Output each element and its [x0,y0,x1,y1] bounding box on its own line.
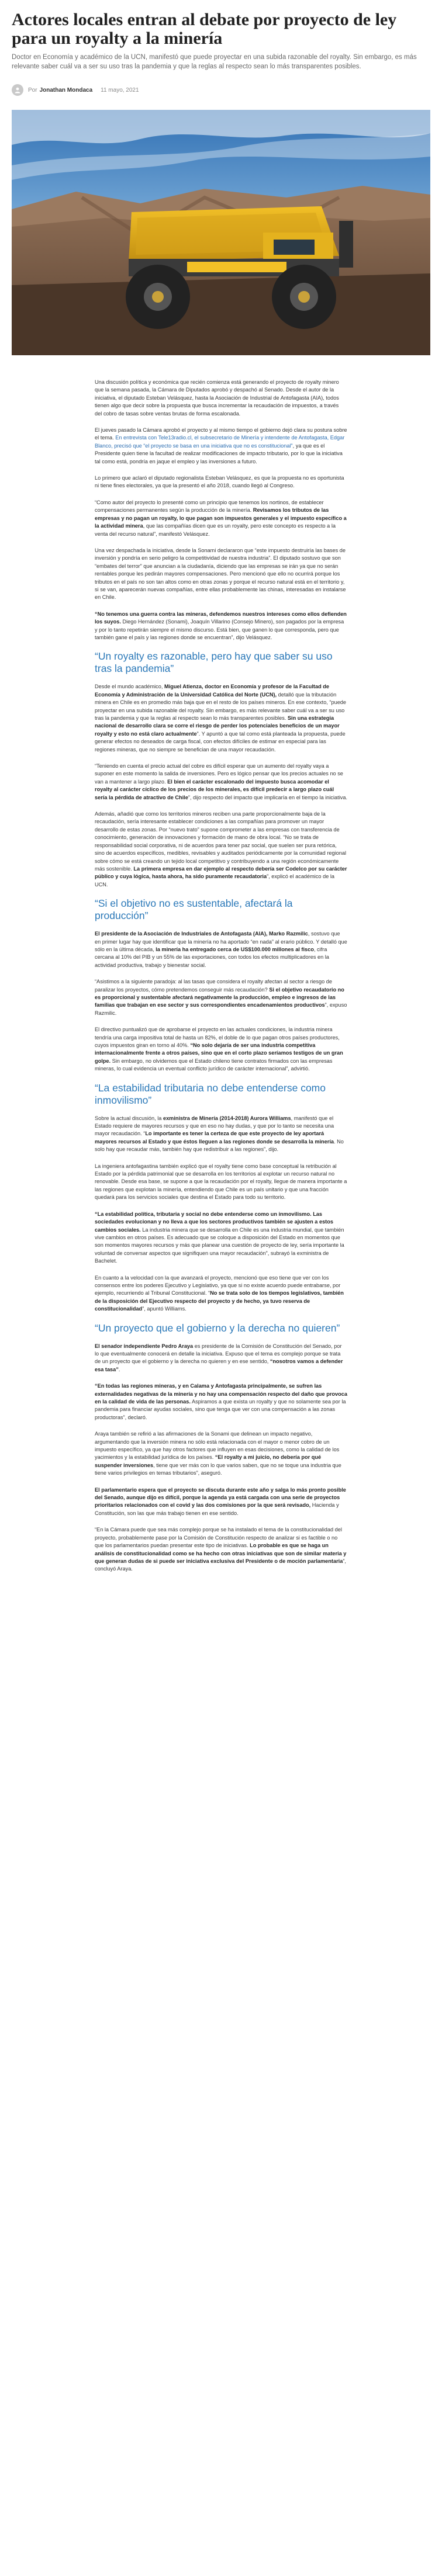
paragraph: Una discusión política y económica que recién comienza está generando el proyecto de royalty minero que la semana pasada, la Cámara de Diputados aprobó y despachó al Senado. Desde el autor de la iniciativa, el diputado Esteban Velásquez, hasta la Asociación de Industrial de Antofagasta (AIA), todos tienen algo que decir sobre la propuesta que busca incrementar la recaudación de impuestos, a través del cobro de tasas sobre ventas brutas de forma escalonada. [95,379,339,417]
paragraph: El parlamentario espera que el proyecto se discuta durante este año y salga lo más pronto posible del Senado, aunque dijo es difícil, porque la agenda ya está cargada con una serie de proyectos prioritarios relacionados con el covid y las dos comisiones por la que será revisado, Hacienda y Constitución, son las que más trabajo tienen en ese sentido. [95,1486,346,1516]
paragraph: El senador independiente Pedro Araya es presidente de la Comisión de Constitución del Senado, por lo que eventualmente conocerá en detalle la iniciativa. Expuso que el tema es complejo porque se trata de un proyecto que el gobierno y la derecha no quieren y en ese sentido, “nosotros vamos a defender esa tasa”. [95,1343,343,1372]
paragraph: “En todas las regiones mineras, y en Calama y Antofagasta principalmente, se sufren las externalidades negativas de la minería y no hay una compensación respecto del daño que provoca en la calidad de vida de las personas. Aspiramos a que exista un royalty y que no solamente sea por la pandemia para financiar ayudas sociales, sino que tenga que ver con una compensación a las zonas productoras”, declaró. [95,1383,347,1420]
author-link[interactable]: Jonathan Mondaca [39,86,93,93]
paragraph: Sobre la actual discusión, la exministra de Minería (2014-2018) Aurora Williams, manifestó que el Estado requiere de mayores recursos y que en eso no hay dudas, y que por lo tanto se necesita una mayor recaudación. “Lo importante es tener la certeza de que este proyecto de ley aportará mayores recursos al Estado y que éstos lleguen a las regiones donde se desarrolla la minería. No solo hay que recaudar más, también hay que redistribuir a las regiones”, dijo. [95,1115,344,1153]
article-header [0,0,442,97]
publish-date: 11 mayo, 2021 [101,86,139,93]
paragraph: “Como autor del proyecto lo presenté como un principio que tenemos los nortinos, de establecer compensaciones permanentes según la producción de la minería. Revisamos los tributos de las empresas y no pagan un royalty, lo que pagan son impuestos generales y el impuesto específico a la actividad minera, que las compañías dicen que es un royalty, pero este concepto es respecto a la venta del recurso natural”, manifestó Velásquez. [95,499,347,537]
user-icon [14,86,21,93]
byline [12,83,430,97]
byline-prefix: Por [28,86,37,93]
paragraph: “En la Cámara puede que sea más complejo porque se ha instalado el tema de la constitucionalidad del proyecto, probablemente pase por la Comisión de Constitución respecto de analizar si es factible o no que los parlamentarios puedan presentar este tipo de iniciativas. Lo probable es que se haga un análisis de constitucionalidad como se ha hecho con otras iniciativas que son de similar materia y que generan dudas de si puede ser iniciativa exclusiva del Presidente o de moción parlamentaria”, concluyó Araya. [95,1527,347,1572]
paragraph: Una vez despachada la iniciativa, desde la Sonami declararon que “este impuesto destruiría las bases de inversión y pondría en serio peligro la competitividad de nuestra industria”. El diputado sostuvo que son “embates del terror” que anuncian a la ciudadanía, diciendo que las empresas se irán ya que no serán rentables porque les pedirán mayores compensaciones. Pero mencionó que ello no ocurrirá porque los tributos en el país no son tan altos como en otras zonas y porque el recurso natural está en el territorio y, si se van, aparecerán nuevas compañías, entre ellas probablemente las chinas, interesadas en instalarse en Chile. [95,547,346,601]
section-heading: “Si el objetivo no es sustentable, afectará la producción” [95,897,293,922]
article-body [95,379,347,1573]
paragraph: El jueves pasado la Cámara aprobó el proyecto y al mismo tiempo el gobierno dejó clara su postura sobre el tema. En entrevista con Tele13radio.cl, el subsecretario de Minería y intendente de Antofagasta, Edgar Blanco, precisó que “el proyecto se basa en una iniciativa que no es constitucional”, ya que es el Presidente quien tiene la facultad de realizar modificaciones de impacto tributario, por lo que la iniciativa tal como está, pondría en jaque el empleo y las inversiones a futuro. [95,427,347,464]
paragraph: “La estabilidad política, tributaria y social no debe entenderse como un inmovilismo. Las sociedades evolucionan y no lleva a que los sectores productivos también se ajusten a estos cambios sociales. La industria minera que se desarrolla en Chile es una industria mundial, que también vive cambios en otros países. Es adecuado que se coloque a disposición del Estado en momentos que son momentos mayores recursos y más que planear una cuestión de proyecto de ley, sería importante la voluntad de conversar aspectos que signifiquen una mayor recaudación”, subrayó la exministra de Bachelet. [95,1211,344,1264]
paragraph: “Teniendo en cuenta el precio actual del cobre es difícil esperar que un aumento del royalty vaya a suponer en este momento la salida de inversiones. Pero es lógico pensar que los precios actuales no se van a mantener a largo plazo. El bien el carácter escalonado del impuesto busca acomodar el royalty al carácter cíclico de los precios de los minerales, es difícil predecir a largo plazo cuál sería la pérdida de atractivo de Chile”, dijo respecto del impacto que implicaría en el tiempo la iniciativa. [95,763,348,800]
hero-image [12,110,430,355]
paragraph: El presidente de la Asociación de Industriales de Antofagasta (AIA), Marko Razmilic, sostuvo que en primer lugar hay que identificar que la minería no ha aportado “en nada” al erario público. Y detalló que sólo en la última década, la minería ha entregado cerca de US$100.000 millones al fisco, cifra cercana al 10% del PIB y un 55% de las exportaciones, con todos los efectos multiplicadores en la actividad productiva, trabajo y bienestar social. [95,931,347,968]
section-heading: “La estabilidad tributaria no debe entenderse como inmovilismo” [95,1081,326,1106]
paragraph: En cuanto a la velocidad con la que avanzará el proyecto, mencionó que eso tiene que ver con los consensos entre los poderes Ejecutivo y Legislativo, ya que si no existe acuerdo puede entrabarse, por ejemplo, recurriendo al Tribunal Constitucional. “No se trata solo de los tiempos legislativos, también de la disposición del Ejecutivo respecto del proyecto y de hecho, ya tuvo reserva de constitucionalidad”, apuntó Williams. [95,1274,344,1312]
paragraph: “Asistimos a la siguiente paradoja: al las tasas que considera el royalty afectan al sector a riesgo de paralizar los proyectos, cómo pretendemos conseguir más recaudación? Si el objetivo recaudatorio no es proporcional y sustentable afectará negativamente la producción, empleo e ingresos de las familias que trabajan en ese sector y sus correspondientes encadenamientos productivos”, expuso Razmilic. [95,979,347,1016]
paragraph: Desde el mundo académico, Miguel Atienza, doctor en Economía y profesor de la Facultad de Economía y Administración de la Universidad Católica del Norte (UCN), detalló que la tributación minera en Chile es en promedio más baja que en el resto de los países mineros. En ese contexto, “puede proyectar en una subida razonable del royalty. Sin embargo, es más relevante saber cuál va a ser su uso tras la pandemia y que la reglas al respecto sean lo más transparentes posibles. Sin una estrategia nacional de desarrollo clara se corre el riesgo de perder los potenciales beneficios de un mayor royalty y esto no está claro actualmente”. Y apuntó a que tal como está planteada la propuesta, puede generar efectos no deseados de carga fiscal, con efectos difíciles de estimar en especial para las regiones mineras, que no siempre se benefician de una mayor recaudación. [95,684,347,753]
article-lead: Doctor en Economía y académico de la UCN, manifestó que puede proyectar en una subida razonable del royalty. Sin embargo, es más relevante saber cuál va a ser su uso tras la pandemia y que la reglas al respecto sean lo más transparentes posibles. [12,54,417,70]
paragraph: Lo primero que aclaró el diputado regionalista Esteban Velásquez, es que la propuesta no es oportunista ni tiene fines electorales, ya que la presentó el año 2018, cuando llegó al Congreso. [95,475,344,489]
section-heading: “Un proyecto que el gobierno y la derecha no quieren” [95,1322,340,1334]
paragraph: “No tenemos una guerra contra las mineras, defendemos nuestros intereses como ellos defienden los suyos. Diego Hernández (Sonami), Joaquín Villarino (Consejo Minero), son pagados por la empresa y por lo tanto repetirán siempre el mismo discurso. Está bien, que ganen lo que corresponda, pero que también gane el país y las regiones donde se encuentran”, dijo Velásquez. [95,611,347,640]
interview-link[interactable]: En entrevista con Tele13radio.cl, el subsecretario de Minería y intendente de Antofagasta, Edgar Blanco, precisó que “el proyecto se basa en una iniciativa que no es constitucional” [95,435,345,449]
mining-truck-image [12,110,430,355]
paragraph: Araya también se refirió a las afirmaciones de la Sonami que delinean un impacto negativo, argumentando que la inversión minera no sólo está relacionada con el mayor o menor cobro de un impuesto específico, ya que hay otros factores que influyen en esas decisiones, como la calidad de los yacimientos y la estabilidad jurídica de los países. “El royalty a mi juicio, no debería por qué suspender inversiones, tiene que ver más con lo que varios saben, que no se toque una industria que tiene varios privilegios en temas tributarios”, aseguró. [95,1431,341,1476]
paragraph: Además, añadió que como los territorios mineros reciben una parte proporcionalmente baja de la recaudación, sería interesante establecer condiciones a las compañías para promover un mayor desarrollo de estas zonas. Por “nuevo trato” supone comprometer a las empresas con transferencia de conocimiento, generación de innovaciones y formación de mano de obra local. “No se trata de responsabilidad social corporativa, ni de acuerdos para tener paz social, que suelen ser pura retórica, sino de acuerdos específicos, medibles, revisables y auditados periódicamente por la comunidad regional sobre cómo se está creando un tejido local competitivo y contribuyendo a una región económicamente más sostenible. La primera empresa en dar ejemplo al respecto debería ser Codelco por su carácter público y cuya lógica, hasta ahora, ha sido puramente recaudatoria”, explicó el académico de la UCN. [95,811,347,887]
section-heading: “Un royalty es razonable, pero hay que saber su uso tras la pandemia” [95,650,333,675]
article-title: Actores locales entran al debate por proyecto de ley para un royalty a la minería [12,10,397,48]
avatar[interactable] [12,84,23,96]
paragraph: La ingeniera antofagastina también explicó que el royalty tiene como base conceptual la retribución al Estado por la pérdida patrimonial que se desarrolla en los territorios al explotar un recurso natural no renovable. Desde esa base, se supone a que la recaudación por el royalty, llegue de manera importante a las regiones que explotan la minería, entendiendo que Chile es un país unitario y que una fracción quedará para los servicios sociales que destina el Estado para todo su territorio. [95,1163,347,1201]
paragraph: El directivo puntualizó que de aprobarse el proyecto en las actuales condiciones, la industria minera tendría una carga impositiva total de hasta un 82%, el doble de lo que pagan otros países productores, cuyos impuestos giran en torno al 40%. “No solo dejaría de ser una industria competitiva internacionalmente frente a otros países, sino que en el corto plazo seríamos testigos de un gran golpe. Sin embargo, no olvidemos que el Estado chileno tiene contratos firmados con las empresas mineras, lo cual evidencia un eventual conflicto jurídico de carácter internacional”, advirtió. [95,1027,343,1072]
